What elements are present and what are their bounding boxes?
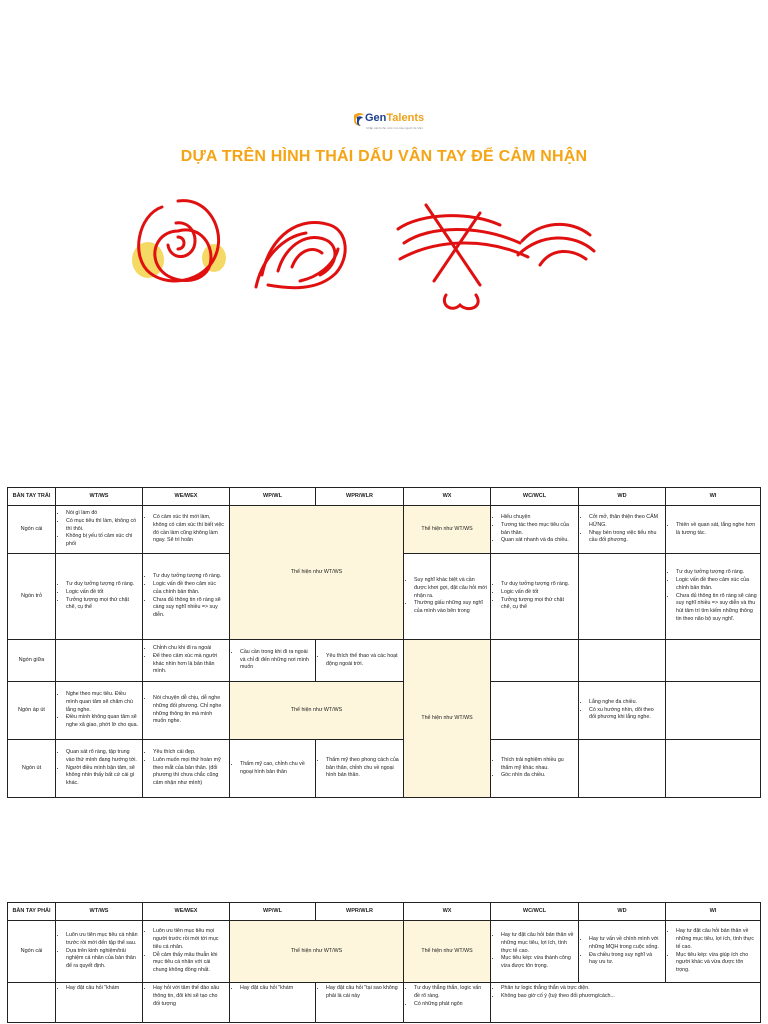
header-cell: WP/WL bbox=[230, 903, 316, 921]
cell-wc: • Thích trải nghiệm nhiều gu thẩm mỹ khác nhau. • Góc nhìn đa chiều. bbox=[491, 740, 579, 798]
gentalents-logo bbox=[352, 111, 432, 135]
cell-wt: • Luôn ưu tiên mục tiêu cá nhân trước rồi mới đến tập thể sau. • Dựa trên kinh nghiệm/trải nghiệm cá nhân của bản thân để ra quyết định. bbox=[56, 921, 143, 983]
cell-we: • Luôn ưu tiên mục tiêu mọi người trước rồi mới tới mục tiêu cá nhân. • Dễ cảm thấy mâu thuẫn khi mục tiêu cá nhân với cái chung không đồng nhất. bbox=[143, 921, 230, 983]
header-cell: WPR/WLR bbox=[316, 488, 404, 506]
cell-wc: • Tư duy tưởng tượng rõ ràng. • Logic vấn đề tốt • Tưởng tượng mọi thứ chặt chẽ, cụ thể bbox=[491, 554, 579, 640]
header-cell: WD bbox=[579, 903, 666, 921]
swoosh-icon bbox=[352, 111, 366, 129]
cell-wp: • Hay đặt câu hỏi "khám bbox=[230, 983, 316, 1023]
cell-wt: • Hay đặt câu hỏi "khám bbox=[56, 983, 143, 1023]
table-row bbox=[8, 740, 761, 798]
header-cell: WI bbox=[666, 488, 761, 506]
header-cell: WP/WL bbox=[230, 488, 316, 506]
cell-wc bbox=[491, 640, 579, 682]
header-cell: WT/WS bbox=[56, 488, 143, 506]
cell-wi: • Tư duy tưởng tượng rõ ràng. • Logic vấn đề theo cảm xúc của chính bản thân. • Chưa đủ thông tin rõ ràng sẽ càng suy nghĩ nhiều => suy diễn và thu hút tâm trí tìm kiếm những thông tin theo não bộ suy nghĩ. bbox=[666, 554, 761, 640]
cell-wp-wpr-merged: Thể hiện như WT/WS bbox=[230, 682, 404, 740]
cell-wi: • Hay tư đặt câu hỏi bản thân về những mục tiêu, lợi ích, tính thực tế cao. • Mục tiêu kép: vừa giúp ích cho người khác và vừa được tôn trọng. bbox=[666, 921, 761, 983]
logo-wordmark: GenTalents bbox=[365, 112, 425, 124]
cell-wd bbox=[579, 740, 666, 798]
row-label bbox=[8, 983, 56, 1023]
table-row bbox=[8, 682, 761, 740]
header-cell: BÀN TAY TRÁI bbox=[8, 488, 56, 506]
cell-wc bbox=[491, 682, 579, 740]
table-row bbox=[8, 506, 761, 554]
header-cell: WPR/WLR bbox=[316, 903, 404, 921]
cell-we: • Chỉnh chu khi đi ra ngoài • Để theo cảm xúc mà người khác nhìn hơn là bản thân mình. bbox=[143, 640, 230, 682]
table-row bbox=[8, 921, 761, 983]
cell-wd: • Cởi mở, thân thiện theo CẢM HỨNG. • Nhạy bén trong việc tiểu nhu cầu đối phương. bbox=[579, 506, 666, 554]
row-label: Ngón áp út bbox=[8, 682, 56, 740]
cell-wx: Thể hiện như WT/WS bbox=[404, 506, 491, 554]
cell-wx: • Tư duy thẳng thắn, logic vấn đề rõ ràng. • Có những phát ngôn bbox=[404, 983, 491, 1023]
header-cell: WX bbox=[404, 903, 491, 921]
cell-we: • Tư duy tưởng tượng rõ ràng. • Logic vấn đề theo cảm xúc của chính bản thân. • Chưa đủ thông tin rõ ràng sẽ càng suy nghĩ nhiều => suy diễn. bbox=[143, 554, 230, 640]
cell-we: • Yêu thích cái đẹp. • Luôn muốn mọi thứ hoàn mỹ theo mắt của bản thân. (đối phương thì chưa chắc cũng cảm nhận như mình) bbox=[143, 740, 230, 798]
header-cell: WT/WS bbox=[56, 903, 143, 921]
row-label: Ngón trỏ bbox=[8, 554, 56, 640]
cell-wt bbox=[56, 640, 143, 682]
cell-wpr: • Yêu thích thể thao và các hoạt động ngoài trời. bbox=[316, 640, 404, 682]
header-cell: WX bbox=[404, 488, 491, 506]
fingerprint-sketches bbox=[0, 185, 768, 325]
row-label: Ngón giữa bbox=[8, 640, 56, 682]
row-label: Ngón cái bbox=[8, 506, 56, 554]
table-row bbox=[8, 983, 761, 1023]
page-title: DỰA TRÊN HÌNH THÁI DẤU VÂN TAY ĐỂ CẢM NHẬN bbox=[180, 148, 588, 165]
cell-wd: • Hay tư vấn về chính mình với những MQH trong cuộc sống. • Đa chiều trong suy nghĩ và hay ưu tư. bbox=[579, 921, 666, 983]
header-cell: WI bbox=[666, 903, 761, 921]
header-cell: WC/WCL bbox=[491, 488, 579, 506]
cell-wp: • Cầu cần trong khi đi ra ngoài và chỉ đi đến những nơi mình muốn bbox=[230, 640, 316, 682]
cell-wt: • Nói gì làm đó • Có mục tiêu thì làm, không có thì thôi. • Không bị yếu tố cảm xúc chi phối bbox=[56, 506, 143, 554]
left-hand-table bbox=[7, 487, 761, 798]
header-row bbox=[8, 488, 761, 506]
cell-wt: • Quan sát rõ ràng, tập trung vào thứ mình đang hướng tới. • Người điều mình bận tâm, sẽ không nhìn thấy bất cứ cái gì khác. bbox=[56, 740, 143, 798]
cell-wi bbox=[666, 740, 761, 798]
header-cell: BÀN TAY PHẢI bbox=[8, 903, 56, 921]
cell-wx-merged: Thể hiện như WT/WS bbox=[404, 640, 491, 798]
cell-wi: • Thiên về quan sát, lắng nghe hơn là tương tác. bbox=[666, 506, 761, 554]
header-cell: WD bbox=[579, 488, 666, 506]
cell-wpr: • Hay đặt câu hỏi "tại sao không phải là cái này bbox=[316, 983, 404, 1023]
cell-wx: • Suy nghĩ khác biệt và cần được khơi gợi, đặt câu hỏi mới nhận ra. • Thường giấu những suy nghĩ của mình vào bên trong bbox=[404, 554, 491, 640]
cell-we: • Có cảm xúc thì mới làm, không có cảm xúc thì biết việc đó cần làm cũng không làm ngay. Sẽ trì hoãn bbox=[143, 506, 230, 554]
cell-wt: • Tư duy tưởng tượng rõ ràng. • Logic vấn đề tốt • Tưởng tượng mọi thứ chặt chẽ, cụ thể bbox=[56, 554, 143, 640]
cell-wp-wpr-merged: Thể hiện như WT/WS bbox=[230, 506, 404, 640]
cell-wp: • Thẩm mỹ cao, chỉnh chu về ngoại hình bản thân bbox=[230, 740, 316, 798]
table-row bbox=[8, 640, 761, 682]
header-cell: WE/WEX bbox=[143, 903, 230, 921]
row-label: Ngón út bbox=[8, 740, 56, 798]
header-row bbox=[8, 903, 761, 921]
cell-wpr: • Thẩm mỹ theo phong cách của bản thân, chỉnh chu về ngoại hình bản thân. bbox=[316, 740, 404, 798]
cell-wc-wd-wi: • Phân tư logic thẳng thắn và trực diện. • Không bao giờ cố ý (tuỳ theo đối phương/cách... bbox=[491, 983, 761, 1023]
cell-wx: Thể hiện như WT/WS bbox=[404, 921, 491, 983]
cell-wi bbox=[666, 640, 761, 682]
cell-wt: • Nghe theo mục tiêu. Điều mình quan tâm sẽ chăm chú lắng nghe. • Điều mình không quan tâm sẽ nghe xã giao, phớt lờ cho qua. bbox=[56, 682, 143, 740]
header-cell: WE/WEX bbox=[143, 488, 230, 506]
cell-wd: • Lắng nghe đa chiều. • Có xu hướng nhìn, dõi theo đối phương khi lắng nghe. bbox=[579, 682, 666, 740]
row-label: Ngón cái bbox=[8, 921, 56, 983]
cell-wp-wpr-merged: Thể hiện như WT/WS bbox=[230, 921, 404, 983]
cell-wd bbox=[579, 554, 666, 640]
cell-we: • Nói chuyện dễ chịu, dễ nghe những đối phương. Chỉ nghe những thông tin mà mình muốn nghe. bbox=[143, 682, 230, 740]
right-hand-table bbox=[7, 902, 761, 1023]
logo-tagline: Chắp cánh cho ước mơ của người trẻ Việt bbox=[366, 126, 423, 130]
cell-wi bbox=[666, 682, 761, 740]
cell-wc: • Hay tư đặt câu hỏi bản thân về những mục tiêu, lợi ích, tính thực tế cao. • Mục tiêu kép: vừa thành công vừa được tôn trọng. bbox=[491, 921, 579, 983]
cell-wc: • Hiểu chuyện • Tương tác theo mục tiêu của bản thân. • Quan sát nhanh và đa chiều. bbox=[491, 506, 579, 554]
header-cell: WC/WCL bbox=[491, 903, 579, 921]
cell-we: • Hay hỏi với tâm thế đào sâu thông tin, đôi khi sẽ tạo cho đối tượng bbox=[143, 983, 230, 1023]
cell-wd bbox=[579, 640, 666, 682]
